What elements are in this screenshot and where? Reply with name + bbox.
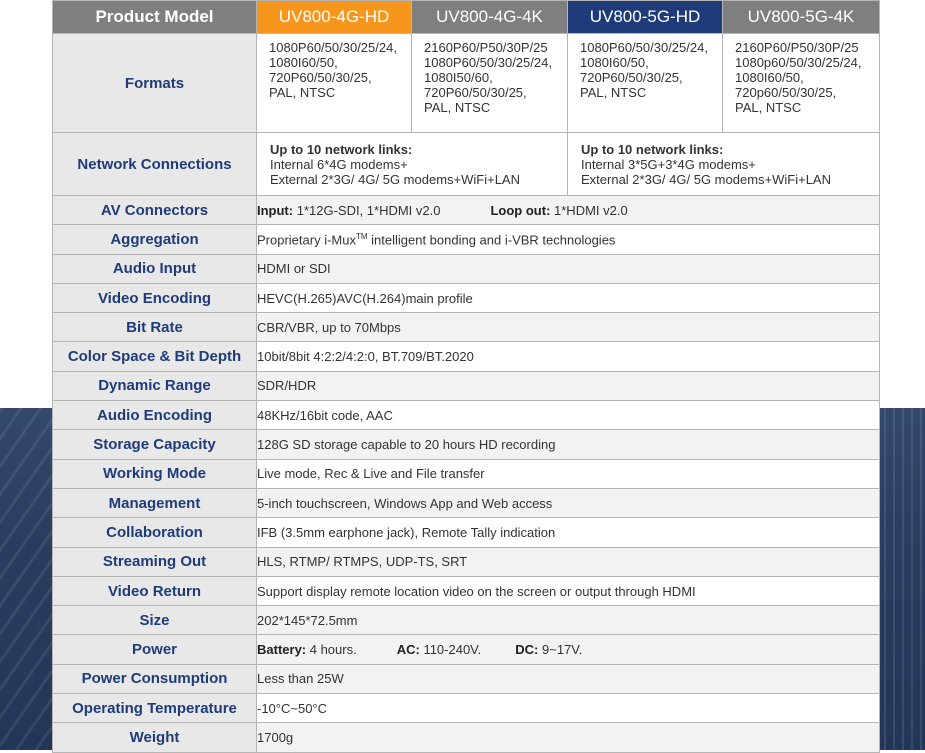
- spec-label: Color Space & Bit Depth: [53, 342, 257, 371]
- power-label: Power: [53, 635, 257, 664]
- av-input-key: Input:: [257, 202, 294, 218]
- av-value: [257, 196, 880, 225]
- spec-row: [53, 254, 880, 283]
- aggregation-row: [53, 225, 880, 254]
- spec-label: Bit Rate: [53, 313, 257, 342]
- spec-row: [53, 723, 880, 752]
- format-line: 2160P60/P50/30P/25: [424, 40, 548, 55]
- aggregation-text-a: Proprietary i-Mux: [257, 232, 356, 248]
- spec-row: [53, 459, 880, 488]
- av-label: AV Connectors: [53, 196, 257, 225]
- spec-value: 128G SD storage capable to 20 hours HD recording: [257, 430, 880, 459]
- spec-row: [53, 401, 880, 430]
- spec-label: Management: [53, 488, 257, 517]
- format-line: PAL, NTSC: [580, 85, 647, 100]
- format-line: 1080I60/50,: [580, 55, 649, 70]
- format-line: PAL, NTSC: [269, 85, 336, 100]
- format-line: 1080I60/50,: [269, 55, 338, 70]
- battery-key: Battery:: [257, 642, 307, 658]
- network-row: [53, 133, 880, 196]
- formats-4g-hd: [257, 34, 412, 133]
- format-line: PAL, NTSC: [424, 100, 491, 115]
- spec-value: -10°C~50°C: [257, 694, 880, 723]
- format-line: 1080I60/50,: [735, 70, 804, 85]
- spec-row: [53, 283, 880, 312]
- spec-value: SDR/HDR: [257, 371, 880, 400]
- network-4g-line2: External 2*3G/ 4G/ 5G modems+WiFi+LAN: [270, 171, 520, 187]
- model-uv800-5g-4k: UV800-5G-4K: [723, 1, 880, 34]
- spec-label: Size: [53, 606, 257, 635]
- spec-row: [53, 518, 880, 547]
- network-4g: [257, 133, 568, 196]
- format-line: 1080P60/50/30/25/24,: [424, 55, 552, 70]
- spec-value: HLS, RTMP/ RTMPS, UDP-TS, SRT: [257, 547, 880, 576]
- format-line: 720P60/50/30/25,: [424, 85, 527, 100]
- formats-row: [53, 34, 880, 133]
- power-row: [53, 635, 880, 664]
- model-uv800-4g-4k: UV800-4G-4K: [412, 1, 568, 34]
- format-line: 1080p60/50/30/25/24,: [735, 55, 862, 70]
- spec-tail-rows: [53, 664, 880, 752]
- aggregation-text-b: intelligent bonding and i-VBR technologies: [367, 232, 616, 248]
- formats-5g-4k: [723, 34, 880, 133]
- spec-value: Support display remote location video on the screen or output through HDMI: [257, 576, 880, 605]
- aggregation-label: Aggregation: [53, 225, 257, 254]
- battery-value: 4 hours.: [306, 642, 357, 658]
- spec-label: Storage Capacity: [53, 430, 257, 459]
- network-5g-title: Up to 10 network links:: [581, 141, 724, 157]
- spec-row: [53, 694, 880, 723]
- format-line: 1080P60/50/30/25/24,: [580, 40, 708, 55]
- spec-label: Video Encoding: [53, 283, 257, 312]
- power-value: [257, 635, 880, 664]
- header-row: [53, 1, 880, 34]
- av-loop-key: Loop out:: [490, 202, 551, 218]
- network-label: Network Connections: [53, 133, 257, 196]
- dc-value: 9~17V.: [538, 642, 583, 658]
- model-uv800-4g-hd: UV800-4G-HD: [257, 1, 412, 34]
- spec-row: [53, 488, 880, 517]
- format-line: 1080P60/50/30/25/24,: [269, 40, 397, 55]
- dc-key: DC:: [515, 642, 539, 658]
- network-5g-line1: Internal 3*5G+3*4G modems+: [581, 156, 756, 172]
- format-line: PAL, NTSC: [735, 100, 802, 115]
- formats-5g-hd: [568, 34, 723, 133]
- spec-value: Live mode, Rec & Live and File transfer: [257, 459, 880, 488]
- model-uv800-5g-hd: UV800-5G-HD: [568, 1, 723, 34]
- format-line: 2160P60/P50/30P/25: [735, 40, 859, 55]
- spec-value: 1700g: [257, 723, 880, 752]
- spec-label: Dynamic Range: [53, 371, 257, 400]
- spec-label: Weight: [53, 723, 257, 752]
- spec-rows: [53, 254, 880, 635]
- spec-label: Streaming Out: [53, 547, 257, 576]
- spec-label: Audio Input: [53, 254, 257, 283]
- spec-value: 202*145*72.5mm: [257, 606, 880, 635]
- spec-label: Operating Temperature: [53, 694, 257, 723]
- spec-row: [53, 342, 880, 371]
- spec-value: Less than 25W: [257, 664, 880, 693]
- format-line: 720p60/50/30/25,: [735, 85, 837, 100]
- spec-table: [52, 0, 880, 753]
- network-5g: [568, 133, 880, 196]
- network-5g-line2: External 2*3G/ 4G/ 5G modems+WiFi+LAN: [581, 171, 831, 187]
- spec-label: Working Mode: [53, 459, 257, 488]
- av-loop-value: 1*HDMI v2.0: [550, 202, 628, 218]
- network-4g-title: Up to 10 network links:: [270, 141, 413, 157]
- ac-key: AC:: [396, 642, 420, 658]
- format-line: 1080I50/60,: [424, 70, 493, 85]
- aggregation-value: [257, 225, 880, 254]
- network-4g-line1: Internal 6*4G modems+: [270, 156, 408, 172]
- spec-row: [53, 313, 880, 342]
- spec-row: [53, 371, 880, 400]
- spec-label: Power Consumption: [53, 664, 257, 693]
- spec-value: 10bit/8bit 4:2:2/4:2:0, BT.709/BT.2020: [257, 342, 880, 371]
- spec-value: HDMI or SDI: [257, 254, 880, 283]
- spec-value: 5-inch touchscreen, Windows App and Web access: [257, 488, 880, 517]
- spec-label: Video Return: [53, 576, 257, 605]
- header-label: Product Model: [53, 1, 257, 34]
- ac-value: 110-240V.: [419, 642, 482, 658]
- spec-row: [53, 606, 880, 635]
- spec-label: Audio Encoding: [53, 401, 257, 430]
- spec-value: 48KHz/16bit code, AAC: [257, 401, 880, 430]
- spec-label: Collaboration: [53, 518, 257, 547]
- formats-4g-4k: [412, 34, 568, 133]
- av-input-value: 1*12G-SDI, 1*HDMI v2.0: [293, 202, 441, 218]
- formats-label: Formats: [53, 34, 257, 133]
- trademark: TM: [355, 231, 368, 241]
- spec-row: [53, 664, 880, 693]
- spec-value: CBR/VBR, up to 70Mbps: [257, 313, 880, 342]
- spec-row: [53, 547, 880, 576]
- format-line: 720P60/50/30/25,: [580, 70, 683, 85]
- av-row: [53, 196, 880, 225]
- spec-row: [53, 430, 880, 459]
- spec-row: [53, 576, 880, 605]
- format-line: 720P60/50/30/25,: [269, 70, 372, 85]
- spec-value: IFB (3.5mm earphone jack), Remote Tally indication: [257, 518, 880, 547]
- spec-value: HEVC(H.265)AVC(H.264)main profile: [257, 283, 880, 312]
